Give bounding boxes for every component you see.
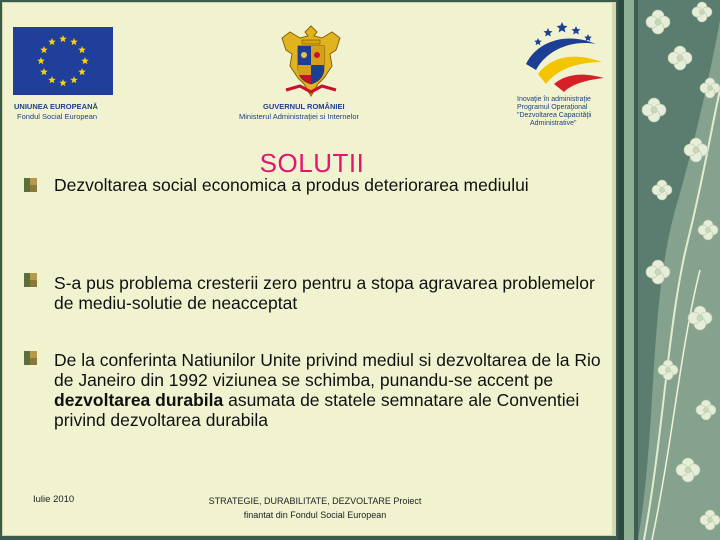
bullet-text-end: asumata de statele semnatare ale Conventiei privind dezvoltarea durabila: [54, 390, 580, 430]
floral-pattern: [618, 0, 720, 540]
bullet-text: Dezvoltarea social economica a produs deteriorarea mediului: [54, 175, 529, 195]
operational-programme-logo-icon: [518, 18, 608, 92]
bullet-text: S-a pus problema cresterii zero pentru a stopa agravarea problemelor de mediu-solutie de neacceptat: [54, 273, 595, 313]
decorative-floral-panel: [618, 0, 720, 540]
op-logo-caption-line1: Inovaţie în administraţie: [517, 96, 591, 103]
bullet-text-start: De la conferinta Natiunilor Unite privind mediul si dezvoltarea de la Rio de Janeiro din 1992 viziunea se schimba, punandu-se accent pe: [54, 350, 601, 390]
op-logo-caption-line4: Administrative": [530, 120, 577, 127]
gov-logo-caption-line2: Ministerul Administraţiei si Internelor: [239, 112, 360, 121]
romanian-coat-of-arms-icon: [280, 24, 342, 98]
eu-flag-icon: [13, 27, 113, 95]
footer-project-text: [190, 494, 440, 522]
op-logo-caption-line2: Programul Operaţional: [517, 104, 588, 111]
eu-logo-caption-line2: Fondul Social European: [17, 112, 98, 121]
square-bullet-icon: [24, 273, 37, 287]
bullet-text: [54, 350, 609, 430]
eu-logo-caption-line1: UNIUNEA EUROPEANĂ: [14, 102, 98, 111]
square-bullet-icon: [24, 178, 37, 192]
op-logo-caption-line3: "Dezvoltarea Capacităţii: [517, 112, 592, 119]
footer-line1: STRATEGIE, DURABILITATE, DEZVOLTARE Proiect: [208, 496, 422, 506]
footer-line2: finantat din Fondul Social European: [243, 510, 387, 520]
footer-date: Iulie 2010: [33, 494, 75, 505]
slide-title: SOLUTII: [259, 148, 365, 178]
gov-logo-caption-line1: GUVERNUL ROMÂNIEI: [263, 102, 345, 111]
bullet-text-emphasis: dezvoltarea durabila: [54, 390, 224, 410]
square-bullet-icon: [24, 351, 37, 365]
